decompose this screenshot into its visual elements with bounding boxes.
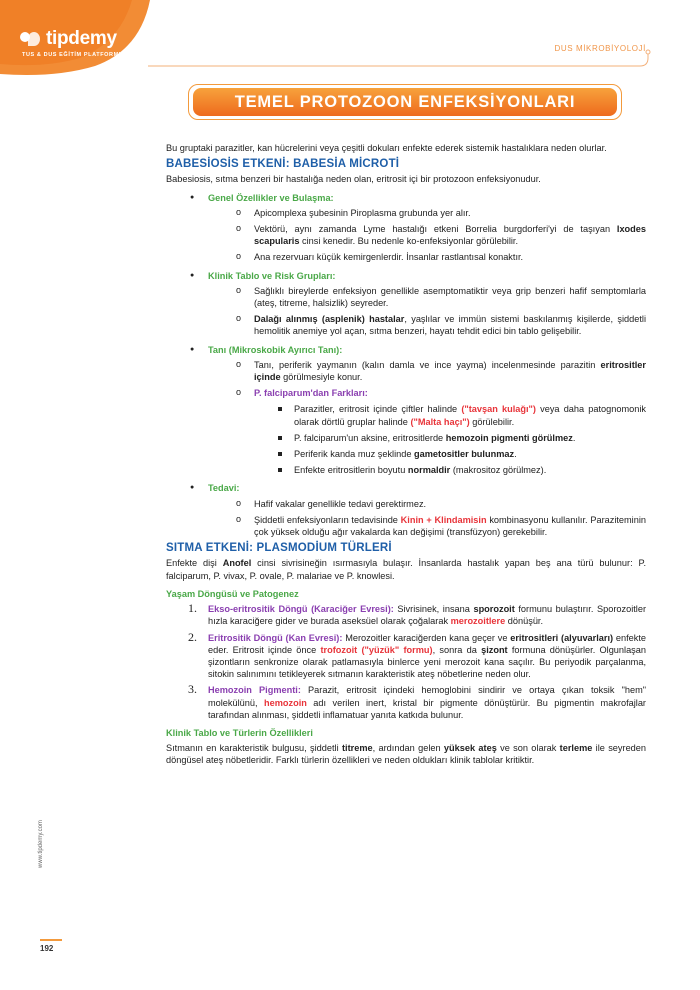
brand-tagline: TUS & DUS EĞİTİM PLATFORMU	[22, 52, 124, 58]
list-item: o Apicomplexa şubesinin Piroplasma grubunda yer alır.	[236, 207, 646, 219]
document-body	[166, 142, 646, 771]
brand-logo	[20, 28, 117, 50]
page-number: 192	[40, 944, 54, 953]
subject-label: DUS MİKROBİYOLOJİ	[554, 44, 646, 53]
numbered-item: 3. Hemozoin Pigmenti: Parazit, eritrosit içindeki hemoglobini sindirir ve ortaya çıkan toksik "hem" molekülünü, hemozoin adı verilen inert, kristal bir pigmente dönüştürür. Bu pigmentin makrofajlar tarafından alınması, şiddetli inflamatuar yanıta katkıda bulunur.	[188, 682, 646, 720]
page-number-rule	[40, 939, 62, 941]
clinical-paragraph: Sıtmanın en karakteristik bulgusu, şiddetli titreme, ardından gelen yüksek ateş ve son olarak terleme ile seyreden döngüsel ateş nöbetleridir. Farklı türlerin özellikleri ve neden oldukları klinik tablolar kritiktir.	[166, 743, 647, 766]
page-title-box	[188, 84, 622, 120]
bullet-treatment: ● Tedavi:	[192, 482, 646, 494]
numbered-item: 2. Eritrositik Döngü (Kan Evresi): Merozoitler karaciğerden kana geçer ve eritrositleri (alyuvarları) enfekte eder. Eritrosit içinde önce trofozoit ("yüzük" formu), sonra da şizont formuna dönüşürler. Olgunlaşan şizontların senkronize olarak patlamasıyla binlerce yeni merozoit kana saçılır. Bu periyodik parçalanma, sitokin salınımını tetikleyerek sıtmanın karakteristik ateş nöbetlerine neden olur.	[188, 629, 647, 680]
list-item: o Sağlıklı bireylerde enfeksiyon genellikle asemptomatiktir veya grip benzeri hafif semptomlarla (ateş, titreme, halsizlik) seyreder.	[236, 285, 646, 309]
lifecycle-heading: Yaşam Döngüsü ve Patogenez	[166, 588, 299, 599]
clinical-heading: Klinik Tablo ve Türlerin Özellikleri	[166, 727, 313, 738]
numbered-item: 1. Ekso-eritrositik Döngü (Karaciğer Evresi): Sivrisinek, insana sporozoit formunu bulaştırır. Sporozoitler hızla karaciğere gider ve burada aseksüel olarak çoğalarak merozoitlere dönüşür.	[188, 601, 646, 627]
list-item: o Vektörü, aynı zamanda Lyme hastalığı etkeni Borrelia burgdorferi'yi de taşıyan Ixodes scapularis cinsi kenedir. Bu nedenle ko-enfeksiyonlar görülebilir.	[236, 223, 646, 247]
sitma-heading: SITMA ETKENİ: PLASMODİUM TÜRLERİ	[166, 542, 392, 555]
list-item: o Hafif vakalar genellikle tedavi gerektirmez.	[236, 498, 646, 510]
list-item: o Ana rezervuarı küçük kemirgenlerdir. İnsanlar rastlantısal konaktır.	[236, 251, 646, 263]
sitma-intro: Enfekte dişi Anofel cinsi sivrisineğin ısırmasıyla bulaşır. İnsanlarda hastalık yapan beş ana türü bulunur: P. falciparum, P. vivax, P. ovale, P. malariae ve P. knowlesi.	[166, 558, 646, 581]
babesia-intro: Babesiosis, sıtma benzeri bir hastalığa neden olan, eritrosit içi bir protozoon enfeksiyonudur.	[166, 174, 541, 185]
list-item: o Tanı, periferik yaymanın (kalın damla ve ince yayma) incelenmesinde parazitin eritrositler içinde görülmesiyle konur.	[236, 359, 646, 383]
sub-list-item: Parazitler, eritrosit içinde çiftler halinde ("tavşan kulağı") veya daha patognomonik olarak dörtlü gruplar halinde ("Malta haçı") görülebilir.	[276, 403, 646, 427]
intro-paragraph: Bu gruptaki parazitler, kan hücrelerini veya çeşitli dokuları enfekte ederek sistemik hastalıklara neden olurlar.	[166, 143, 607, 153]
page-title: TEMEL PROTOZOON ENFEKSİYONLARI	[234, 92, 576, 111]
sub-list-item: P. falciparum'un aksine, eritrositlerde hemozoin pigmenti görülmez.	[276, 432, 646, 444]
sub-list-item: Periferik kanda muz şeklinde gametositler bulunmaz.	[276, 448, 646, 460]
bullet-general: ● Genel Özellikler ve Bulaşma:	[192, 192, 646, 204]
bullet-clinical: ● Klinik Tablo ve Risk Grupları:	[192, 270, 646, 282]
brand-name: tipdemy	[46, 28, 117, 49]
list-item: o P. falciparum'dan Farkları:	[236, 387, 646, 399]
list-item: o Dalağı alınmış (asplenik) hastalar, yaşlılar ve immün sistemi baskılanmış kişilerde, şiddetli hemolitik anemiye yol açan, sıtma benzeri, hayatı tehdit edici bin tablo gelişebilir.	[236, 313, 646, 337]
babesia-heading: BABESİOSİS ETKENİ: BABESİA MİCROTİ	[166, 158, 400, 171]
logo-icon	[20, 28, 42, 50]
bullet-diagnosis: ● Tanı (Mikroskobik Ayırıcı Tanı):	[192, 344, 646, 356]
list-item: o Şiddetli enfeksiyonların tedavisinde Kinin + Klindamisin kombinasyonu kullanılır. Paraziteminin çok yüksek olduğu ağır vakalarda kan değişimi (transfüzyon) gerekebilir.	[236, 514, 646, 538]
site-url: www.tipdemy.com	[38, 820, 44, 868]
sub-list-item: Enfekte eritrositlerin boyutu normaldir (makrositoz görülmez).	[276, 464, 646, 476]
